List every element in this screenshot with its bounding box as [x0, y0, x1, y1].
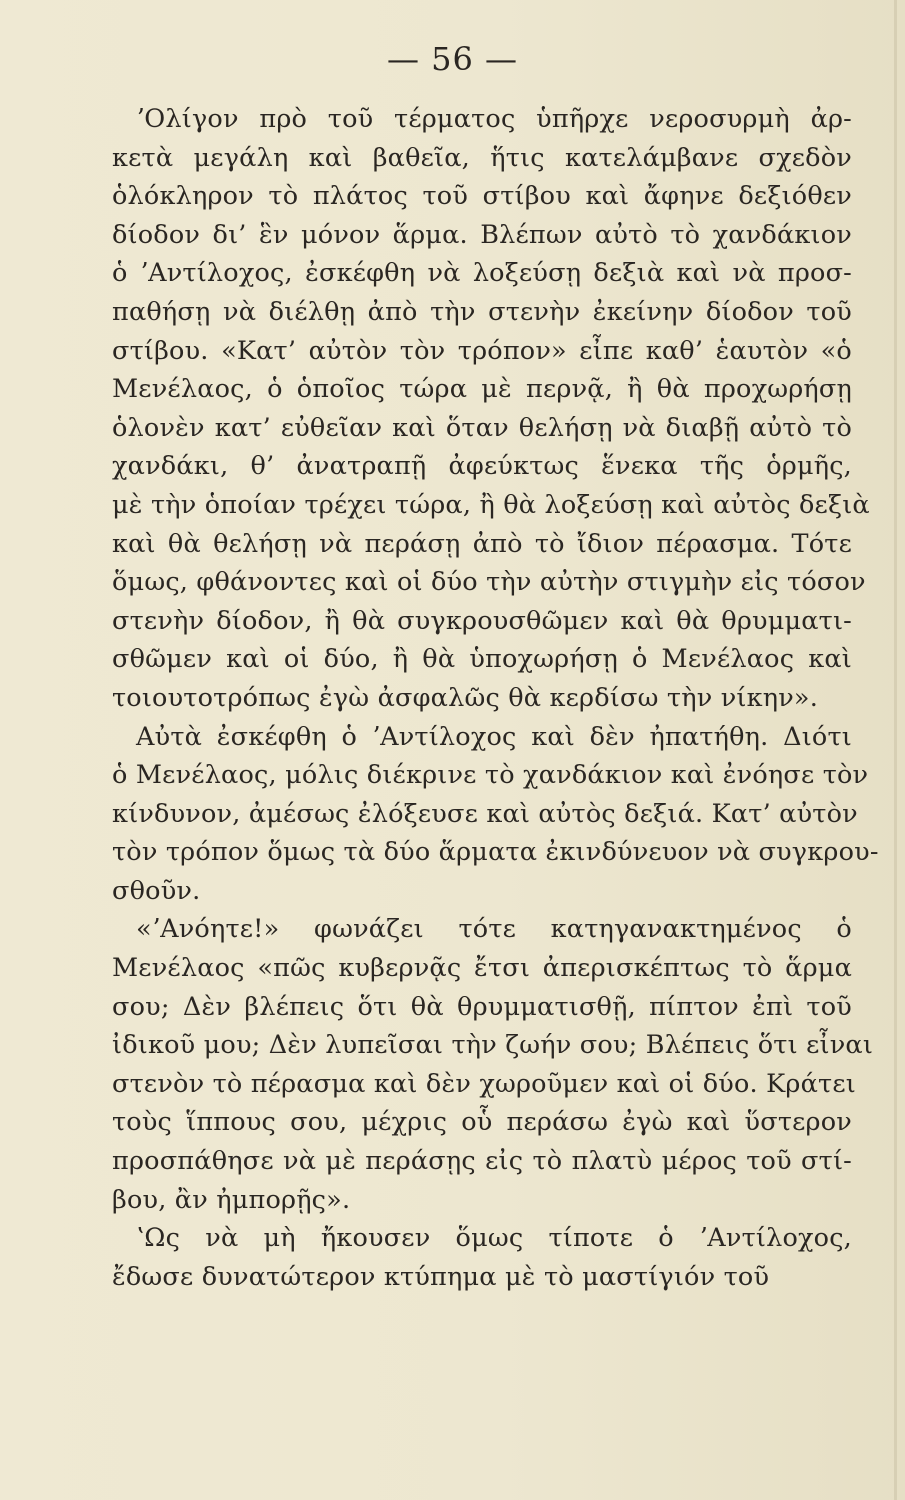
text-line: τοὺς ἵππους σου, μέχρις οὗ περάσω ἐγὼ καὶ ὕστερον — [112, 1107, 852, 1138]
text-line: ὁλόκληρον τὸ πλάτος τοῦ στίβου καὶ ἄφηνε δεξιόθεν — [112, 181, 852, 212]
text-line: σθοῦν. — [112, 875, 201, 906]
text-line: δίοδον δι’ ἓν μόνον ἅρμα. Βλέπων αὐτὸ τὸ χανδάκιον — [112, 219, 852, 250]
text-line: στίβου. «Κατ’ αὐτὸν τὸν τρόπον» εἶπε καθ’ ἑαυτὸν «ὁ — [112, 335, 852, 366]
text-line: κετὰ μεγάλη καὶ βαθεῖα, ἥτις κατελάμβανε σχεδὸν — [112, 142, 852, 173]
text-line: ἔδωσε δυνατώτερον κτύπημα μὲ τὸ μαστίγιόν τοῦ — [112, 1261, 770, 1292]
page-number: — 56 — — [386, 40, 519, 78]
text-line: τοιουτοτρόπως ἐγὼ ἀσφαλῶς θὰ κερδίσω τὴν νίκην». — [112, 682, 819, 713]
text-line: ὁ ʼΑντίλοχος, ἐσκέφθη νὰ λοξεύσῃ δεξιὰ καὶ νὰ προσ- — [112, 258, 852, 289]
text-line: Μενέλαος, ὁ ὁποῖος τώρα μὲ περνᾷ, ἢ θὰ προχωρήσῃ — [112, 374, 852, 405]
text-line: ὁλονὲν κατ’ εὐθεῖαν καὶ ὅταν θελήσῃ νὰ διαβῇ αὐτὸ τὸ — [112, 412, 852, 443]
text-line: Μενέλαος «πῶς κυβερνᾷς ἔτσι ἀπερισκέπτως τὸ ἅρμα — [112, 953, 852, 984]
text-line: ὅμως, φθάνοντες καὶ οἱ δύο τὴν αὐτὴν στιγμὴν εἰς τόσον — [112, 567, 866, 598]
text-line: ʽΩς νὰ μὴ ἤκουσεν ὅμως τίποτε ὁ ʼΑντίλοχος, — [136, 1223, 852, 1254]
text-line: κίνδυνον, ἀμέσως ἐλόξευσε καὶ αὐτὸς δεξιά. Κατ’ αὐτὸν — [112, 798, 858, 829]
text-line: βου, ἂν ἠμπορῇς». — [112, 1184, 351, 1215]
text-line: καὶ θὰ θελήσῃ νὰ περάσῃ ἀπὸ τὸ ἴδιον πέρασμα. Τότε — [112, 528, 852, 559]
text-line: παθήσῃ νὰ διέλθῃ ἀπὸ τὴν στενὴν ἐκείνην δίοδον τοῦ — [112, 296, 852, 327]
text-line: στενὸν τὸ πέρασμα καὶ δὲν χωροῦμεν καὶ οἱ δύο. Κράτει — [112, 1068, 856, 1099]
page-edge — [894, 0, 897, 1500]
text-line: μὲ τὴν ὁποίαν τρέχει τώρα, ἢ θὰ λοξεύσῃ καὶ αὐτὸς δεξιὰ — [112, 489, 870, 520]
text-line: σθῶμεν καὶ οἱ δύο, ἢ θὰ ὑποχωρήσῃ ὁ Μενέλαος καὶ — [112, 644, 852, 675]
text-line: τὸν τρόπον ὅμως τὰ δύο ἅρματα ἐκινδύνευον νὰ συγκρου- — [112, 837, 879, 868]
text-line: χανδάκι, θ’ ἀνατραπῇ ἀφεύκτως ἕνεκα τῆς ὁρμῆς, — [112, 451, 852, 482]
text-line: Αὐτὰ ἐσκέφθη ὁ ʼΑντίλοχος καὶ δὲν ἠπατήθη. Διότι — [136, 721, 852, 752]
text-line: ἰδικοῦ μου; Δὲν λυπεῖσαι τὴν ζωήν σου; Βλέπεις ὅτι εἶναι — [112, 1030, 874, 1061]
text-line: σου; Δὲν βλέπεις ὅτι θὰ θρυμματισθῇ, πίπτον ἐπὶ τοῦ — [112, 991, 852, 1022]
body-text — [112, 100, 879, 1296]
text-line: προσπάθησε νὰ μὲ περάσῃς εἰς τὸ πλατὺ μέρος τοῦ στί- — [112, 1146, 852, 1177]
text-line: «ʼΑνόητε!» φωνάζει τότε κατηγανακτημένος ὁ — [136, 914, 852, 945]
text-line: ὁ Μενέλαος, μόλις διέκρινε τὸ χανδάκιον καὶ ἐνόησε τὸν — [112, 760, 869, 791]
text-line: ʼΟλίγον πρὸ τοῦ τέρματος ὑπῆρχε νεροσυρμὴ ἀρ- — [136, 104, 852, 134]
text-line: στενὴν δίοδον, ἢ θὰ συγκρουσθῶμεν καὶ θὰ θρυμματι- — [112, 605, 852, 636]
